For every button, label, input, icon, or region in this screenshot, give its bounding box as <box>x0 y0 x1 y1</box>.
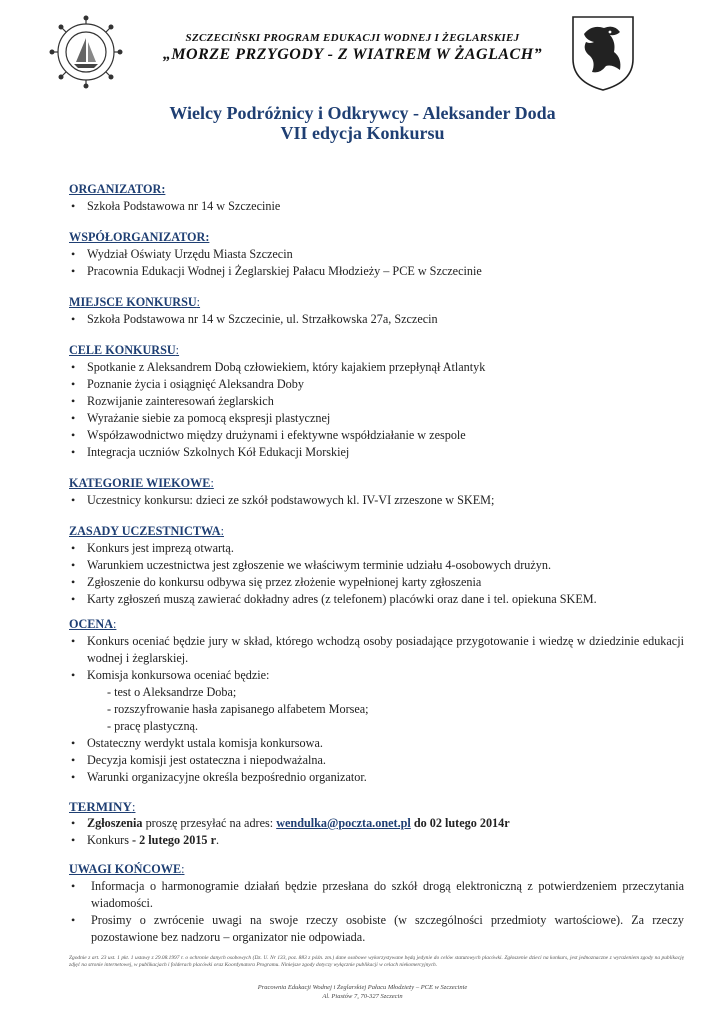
contest-date-end: . <box>215 833 220 847</box>
section-wspolorganizator <box>69 229 684 280</box>
registration-text: proszę przesyłać na adres: <box>142 816 277 830</box>
section-uwagi: UWAGI KOŃCOWE: • Informacja o harmonogramie działań będzie przesłana do szkół drogą elektroniczną z potwierdzeniem przeczytania wiadomości. • Prosimy o zwrócenie uwagi na swoje rzeczy osobiste (w szczególności przedmioty wartościowe). Za rzeczy pozostawione bez nadzoru – organizator nie odpowiada. <box>69 861 684 946</box>
list-item: • Rozwijanie zainteresowań żeglarskich <box>69 393 684 410</box>
sub-item: - rozszyfrowanie hasła zapisanego alfabetem Morsea; <box>107 702 369 716</box>
list-item: • Szkoła Podstawowa nr 14 w Szczecinie, ul. Strzałkowska 27a, Szczecin <box>69 311 684 328</box>
list-item: • Spotkanie z Aleksandrem Dobą człowiekiem, który kajakiem przepłynął Atlantyk <box>69 359 684 376</box>
section-ocena: OCENA: • Konkurs oceniać będzie jury w skład, którego wchodzą osoby posiadające przygotowanie i wiedzę w dziedzinie edukacji wodnej i żeglarskiej. • Komisja konkursowa oceniać będzie: - test o Aleksandrze Doba; - rozszyfrowanie hasła zapisanego alfabetem Morsea; - pracę plastyczną. • Ostateczny werdykt ustala komisja konkursowa. • Decyzja komisji jest ostateczna i niepodważalna. • Warunki organizacyjne określa bezpośrednio organizator. <box>69 616 684 786</box>
ship-wheel-logo-icon <box>48 14 124 90</box>
title-line-1: Wielcy Podróżnicy i Odkrywcy - Aleksander Doda <box>169 103 556 123</box>
document-title <box>0 103 725 143</box>
contest-label: Konkurs <box>87 833 129 847</box>
document-body <box>69 181 684 946</box>
list-item: • Prosimy o zwrócenie uwagi na swoje rzeczy osobiste (w szczególności przedmioty wartościowe). Za rzeczy pozostawione bez nadzoru – organizator nie odpowiada. <box>69 912 684 946</box>
section-organizator <box>69 181 684 215</box>
griffin-coat-of-arms-icon <box>570 14 636 92</box>
registration-label: Zgłoszenia <box>87 816 143 830</box>
program-name: SZCZECIŃSKI PROGRAM EDUKACJI WODNEJ I ŻEGLARSKIEJ <box>185 32 520 44</box>
section-heading: KATEGORIE WIEKOWE <box>69 476 211 490</box>
list-item: • Ostateczny werdykt ustala komisja konkursowa. <box>69 735 684 752</box>
footer-line-1: Pracownia Edukacji Wodnej i Żeglarskiej Pałacu Młodzieży – PCE w Szczecinie <box>257 984 468 991</box>
sub-item: - pracę plastyczną. <box>107 719 199 733</box>
list-item: • Wyrażanie siebie za pomocą ekspresji plastycznej <box>69 410 684 427</box>
list-item: • Informacja o harmonogramie działań będzie przesłana do szkół drogą elektroniczną z potwierdzeniem przeczytania wiadomości. <box>69 878 684 912</box>
list-item: • Decyzja komisji jest ostateczna i niepodważalna. <box>69 752 684 769</box>
section-terminy: TERMINY: • Zgłoszenia proszę przesyłać na adres: wendulka@poczta.onet.pl do 02 lutego 2014r • Konkurs - 2 lutego 2015 r. <box>69 798 684 849</box>
email-link[interactable]: wendulka@poczta.onet.pl <box>276 816 411 830</box>
list-item <box>69 815 684 832</box>
section-heading: WSPÓŁORGANIZATOR: <box>69 230 210 244</box>
section-heading: TERMINY <box>69 799 132 814</box>
list-item: • Karty zgłoszeń muszą zawierać dokładny adres (z telefonem) placówki oraz dane i tel. opiekuna SKEM. <box>69 591 684 608</box>
list-item: • Współzawodnictwo między drużynami i efektywne współdziałanie w zespole <box>69 427 684 444</box>
section-heading: OCENA <box>69 617 114 631</box>
section-heading: ORGANIZATOR: <box>69 182 166 196</box>
section-kategorie: KATEGORIE WIEKOWE: • Uczestnicy konkursu: dzieci ze szkół podstawowych kl. IV-VI zrzeszone w SKEM; <box>69 475 684 509</box>
section-heading: UWAGI KOŃCOWE <box>69 862 182 876</box>
section-cele: CELE KONKURSU: • Spotkanie z Aleksandrem Dobą człowiekiem, który kajakiem przepłynął Atlantyk • Poznanie życia i osiągnięć Aleksandra Doby • Rozwijanie zainteresowań żeglarskich • Wyrażanie siebie za pomocą ekspresji plastycznej • Współzawodnictwo między drużynami i efektywne współdziałanie w zespole • Integracja uczniów Szkolnych Kół Edukacji Morskiej <box>69 342 684 461</box>
list-item: • Warunki organizacyjne określa bezpośrednio organizator. <box>69 769 684 786</box>
registration-deadline: do 02 lutego 2014r <box>410 816 510 830</box>
list-item: • Szkoła Podstawowa nr 14 w Szczecinie <box>69 198 684 215</box>
list-item: • Warunkiem uczestnictwa jest zgłoszenie we właściwym terminie udziału 4-osobowych drużyn. <box>69 557 684 574</box>
section-heading: ZASADY UCZESTNICTWA <box>69 524 221 538</box>
list-item: • Pracownia Edukacji Wodnej i Żeglarskiej Pałacu Młodzieży – PCE w Szczecinie <box>69 263 684 280</box>
list-item <box>69 667 684 735</box>
section-heading: MIEJSCE KONKURSU <box>69 295 197 309</box>
section-miejsce: MIEJSCE KONKURSU: • Szkoła Podstawowa nr 14 w Szczecinie, ul. Strzałkowska 27a, Szczecin <box>69 294 684 328</box>
sub-item: - test o Aleksandrze Doba; <box>107 685 237 699</box>
contest-date: - 2 lutego 2015 r <box>128 833 216 847</box>
list-item: • Uczestnicy konkursu: dzieci ze szkół podstawowych kl. IV-VI zrzeszone w SKEM; <box>69 492 684 509</box>
list-item <box>69 832 684 849</box>
footer-line-2: Al. Piastów 7, 70-327 Szczecin <box>322 993 403 1000</box>
section-heading: CELE KONKURSU <box>69 343 176 357</box>
title-line-2: VII edycja Konkursu <box>280 123 445 143</box>
list-item: • Poznanie życia i osiągnięć Aleksandra Doby <box>69 376 684 393</box>
page-footer <box>0 983 725 1001</box>
list-item: • Konkurs oceniać będzie jury w skład, którego wchodzą osoby posiadające przygotowanie i wiedzę w dziedzinie edukacji wodnej i żeglarskiej. <box>69 633 684 667</box>
program-motto: „MORZE PRZYGODY - Z WIATREM W ŻAGLACH” <box>162 46 543 63</box>
section-zasady: ZASADY UCZESTNICTWA: • Konkurs jest imprezą otwartą. • Warunkiem uczestnictwa jest zgłoszenie we właściwym terminie udziału 4-osobowych drużyn. • Zgłoszenie do konkursu odbywa się przez złożenie wypełnionej karty zgłoszenia • Karty zgłoszeń muszą zawierać dokładny adres (z telefonem) placówki oraz dane i tel. opiekuna SKEM. <box>69 523 684 608</box>
list-item: • Wydział Oświaty Urzędu Miasta Szczecin <box>69 246 684 263</box>
list-item: • Konkurs jest imprezą otwartą. <box>69 540 684 557</box>
list-item: • Zgłoszenie do konkursu odbywa się przez złożenie wypełnionej karty zgłoszenia <box>69 574 684 591</box>
list-item: • Integracja uczniów Szkolnych Kół Edukacji Morskiej <box>69 444 684 461</box>
data-protection-footnote: Zgodnie z art. 23 ust. 1 pkt. 1 ustawy z 29.08.1997 r. o ochronie danych osobowych (Dz. U. Nr 133, poz. 883 z późn. zm.) dane osobowe wykorzystywane będą jedynie do celów statutowych placówki. Zgłoszenie dzieci na konkurs, jest jednoznaczne z wyrażeniem zgody na publikację zdjęć na stronie internetowej, w publikacjach i folderach placówki oraz Koordynatora Programu. Niniejsze zgody dotyczy wyłącznie publikacji w celach niekomercyjnych. <box>69 955 684 968</box>
list-item-text: Komisja konkursowa oceniać będzie: <box>87 668 270 682</box>
